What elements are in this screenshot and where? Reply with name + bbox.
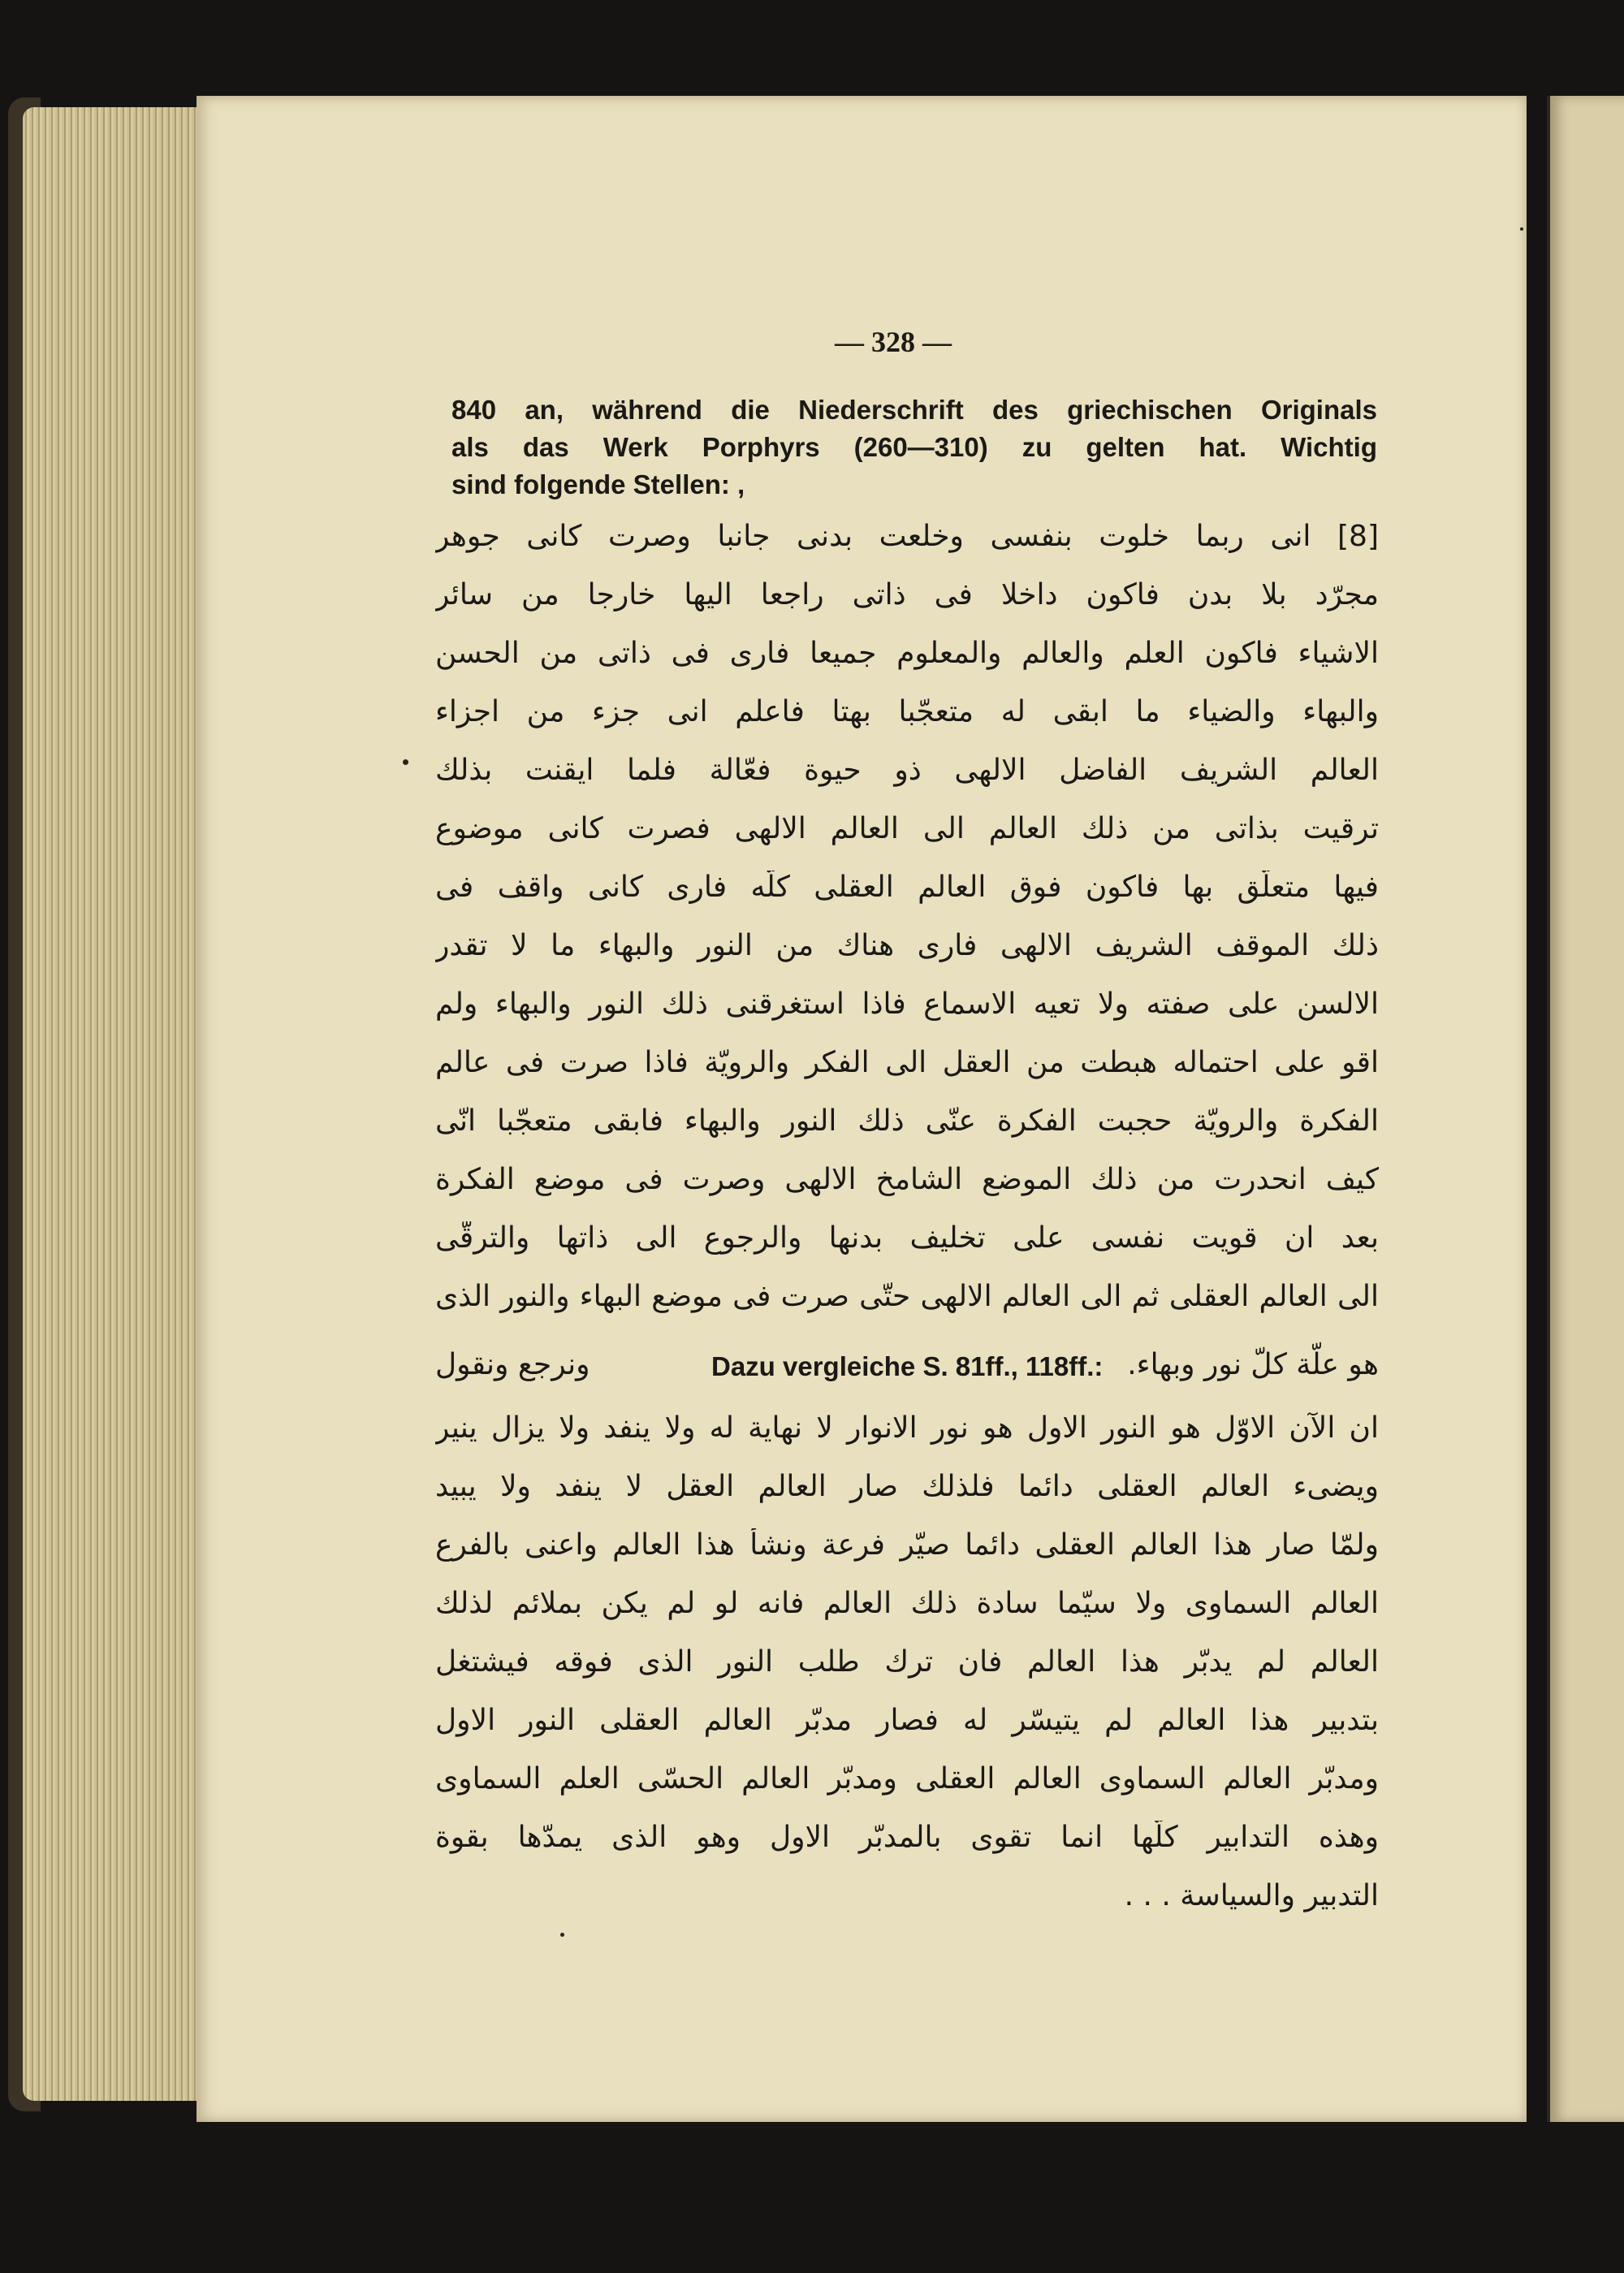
arabic-text-line: الالسن على صفته ولا تعيه الاسماع فاذا استغرقنى ذلك النور والبهاء ولم: [435, 987, 1379, 1021]
german-text-line: sind folgende Stellen: ,: [451, 469, 745, 499]
arabic-text-line: ومدبّر العالم السماوى العالم العقلى ومدبّر العالم الحسّى العلم السماوى: [435, 1762, 1379, 1795]
arabic-text-line: ولمّا صار هذا العالم العقلى دائما صيّر فرعة ونشأ هذا العالم واعنى بالفرع: [435, 1528, 1379, 1562]
arabic-text-line: [8] انى ربما خلوت بنفسى وخلعت بدنى جانبا وصرت كانى جوهر: [435, 520, 1379, 553]
page-number: — 328 —: [835, 326, 952, 358]
arabic-phrase: ونرجع ونقول: [435, 1348, 590, 1381]
arabic-text-line: ان الآن الاوّل هو النور الاول هو نور الانوار لا نهاية له ولا ينفد ولا يزال ينير: [435, 1411, 1379, 1445]
arabic-text-line: ترقيت بذاتى من ذلك العالم الى العالم الالهى فصرت كانى موضوع: [435, 812, 1379, 845]
arabic-text-line: العالم السماوى ولا سيّما سادة ذلك العالم فانه لو لم يكن بملائم لذلك: [435, 1587, 1379, 1620]
german-text-line: als das Werk Porphyrs (260—310) zu gelten hat. Wichtig: [451, 432, 1377, 462]
arabic-text-line: الفكرة والرويّة حجبت الفكرة عنّى ذلك النور والبهاء فابقى متعجّبا انّى: [435, 1104, 1379, 1138]
arabic-text-line: العالم لم يدبّر هذا العالم فان ترك طلب النور الذى فوقه فيشتغل: [435, 1645, 1379, 1679]
arabic-text-line: بتدبير هذا العالم لم يتيسّر له فصار مدبّر العالم العقلى النور الاول: [435, 1704, 1379, 1737]
arabic-text-line: ويضىء العالم العقلى دائما فلذلك صار العالم العقل لا ينفد ولا يبيد: [435, 1470, 1379, 1503]
arabic-text-line: وهذه التدابير كلّها انما تقوى بالمدبّر الاول وهو الذى يمدّها بقوة: [435, 1821, 1379, 1854]
arabic-text-line: اقو على احتماله هبطت من العقل الى الفكر والرويّة فاذا صرت فى عالم: [435, 1046, 1379, 1079]
arabic-text-line: بعد ان قويت نفسى على تخليف بدنها والرجوع الى ذاتها والترقّى: [435, 1221, 1379, 1255]
ink-speck: [560, 1933, 564, 1937]
arabic-text-line: كيف انحدرت من ذلك الموضع الشامخ الالهى وصرت فى موضع الفكرة: [435, 1163, 1379, 1196]
arabic-text-line: ذلك الموقف الشريف الالهى فارى هناك من النور والبهاء ما لا تقدر: [435, 929, 1379, 962]
ink-speck: [1520, 227, 1523, 231]
arabic-text-line: العالم الشريف الفاضل الالهى ذو حيوة فعّالة فلما ايقنت بذلك: [435, 754, 1379, 787]
ink-speck: [403, 759, 408, 765]
arabic-text-line: والبهاء والضياء ما ابقى له متعجّبا بهتا فاعلم انى جزء من اجزاء: [435, 695, 1379, 728]
page-edges: [23, 107, 203, 2101]
arabic-text-line: التدبير والسياسة . . .: [1124, 1879, 1379, 1912]
mixed-language-line: [435, 1348, 1379, 1389]
german-reference: Dazu vergleiche S. 81ff., 118ff.:: [711, 1351, 1104, 1381]
arabic-text-line: الاشياء فاكون العلم والعالم والمعلوم جميعا فارى فى ذاتى من الحسن: [435, 637, 1379, 670]
adjacent-page: [1547, 96, 1624, 2122]
arabic-phrase: هو علّة كلّ نور وبهاء.: [1127, 1348, 1379, 1381]
arabic-text-line: مجرّد بلا بدن فاكون داخلا فى ذاتى راجعا اليها خارجا من سائر: [435, 578, 1379, 611]
arabic-text-line: فيها متعلّق بها فاكون فوق العالم العقلى كلّه فارى كانى واقف فى: [435, 871, 1379, 904]
german-text-line: 840 an, während die Niederschrift des griechischen Originals: [451, 395, 1377, 425]
arabic-text-line: الى العالم العقلى ثم الى العالم الالهى حتّى صرت فى موضع البهاء والنور الذى: [435, 1280, 1379, 1313]
